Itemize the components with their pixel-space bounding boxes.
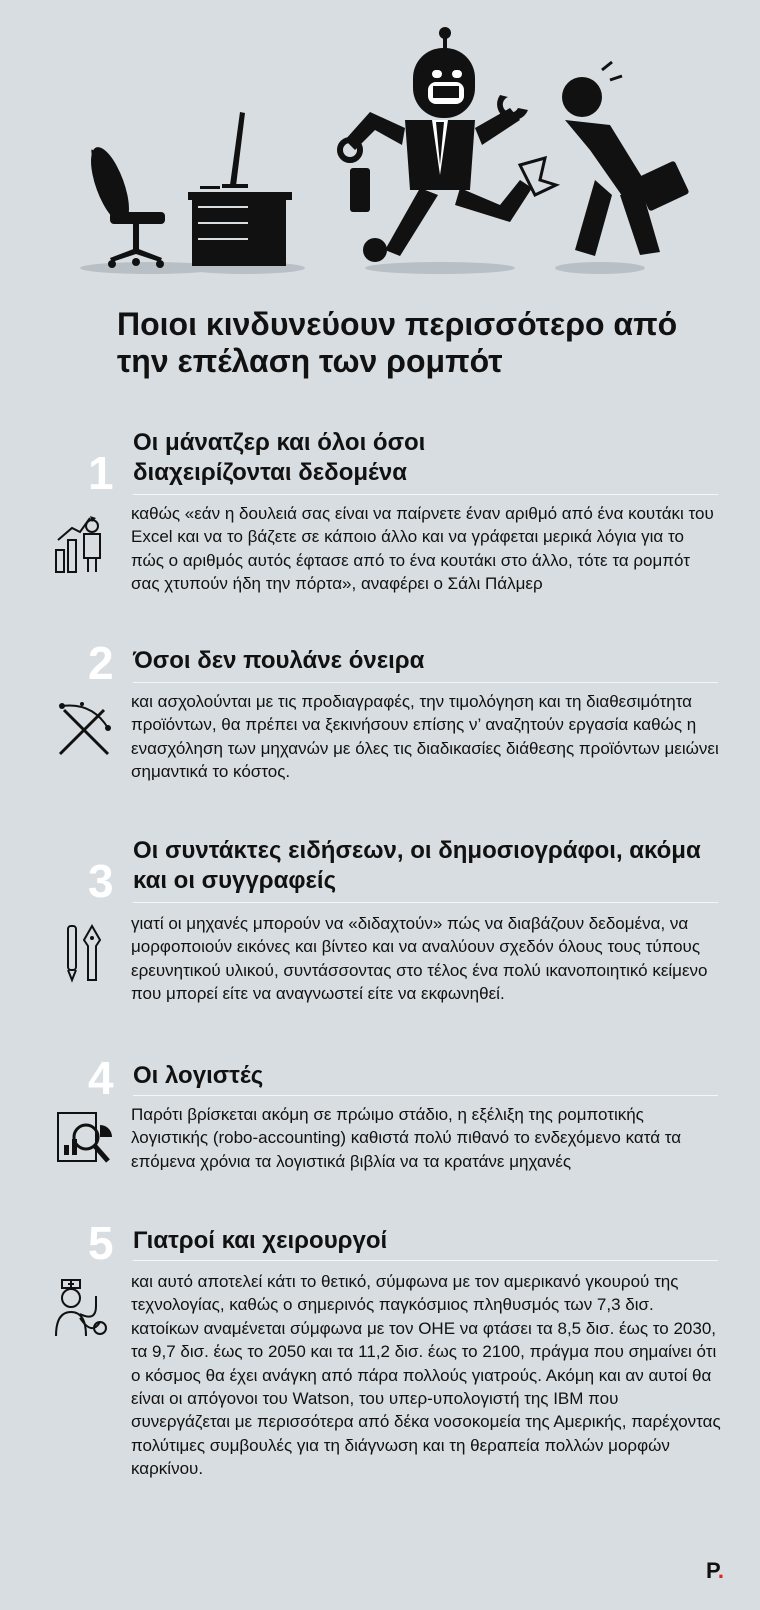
item-text: Παρότι βρίσκεται ακόμη σε πρώιμο στάδιο, η εξέλιξη της ρομποτικής λογιστικής (robo-accounting) καθιστά πολύ πιθανό το ενδεχόμενο κατά τα επόμενα χρόνια τα λογιστικά βιβλία να τα κρατάνε μηχανές — [131, 1105, 682, 1171]
divider — [133, 902, 718, 903]
item-text: γιατί οι μηχανές μπορούν να «διδαχτούν» πώς να διαβάζουν δεδομένα, να μορφοποιούν εικόνες και βίντεο και να αναλύουν σχεδόν όλους τους τύπους ερευνητικού υλικού, συντάσσοντας στο τέλος ένα πολύ ικανοποιητικό κείμενο που μπορεί είτε να αναγνωστεί είτε να εκφωνηθεί. — [131, 914, 708, 1004]
publisher-logo — [706, 1558, 724, 1584]
divider — [133, 682, 718, 683]
item-text: και ασχολούνται με τις προδιαγραφές, την τιμολόγηση και τη διαθεσιμότητα προϊόντων, θα πρέπει να ξεκινήσουν επίσης ν’ αναζητούν εργασία καθώς η ενασχόληση των μηχανών με όλες τις διαδικασίες διάθεσης προϊόντων μειώνει σημαντικά το κόστος. — [131, 692, 719, 782]
divider — [133, 1095, 718, 1096]
page-title: Ποιοι κινδυνεύουν περισσότερο από την επέλαση των ρομπότ — [117, 306, 678, 379]
item-number: 2 — [88, 637, 114, 689]
accounting-icon — [52, 1107, 116, 1171]
manager-chart-icon — [52, 510, 116, 574]
desk-icon — [188, 112, 292, 266]
item-heading: Γιατροί και χειρουργοί — [133, 1227, 388, 1254]
pen-icon — [52, 922, 116, 986]
robot-kicking-worker-illustration — [0, 0, 760, 290]
item-number: 5 — [88, 1217, 114, 1269]
item-text: και αυτό αποτελεί κάτι το θετικό, σύμφωνα με τον αμερικανό γκουρού της τεχνολογίας, καθώς ο σημερινός παγκόσμιος πληθυσμός των 7,3 δισ. κατοίκων αναμένεται σύμφωνα με τον ΟΗΕ να φτάσει τα 8,5 δισ. έως το 2030, τα 9,7 δισ. έως το 2050 και τα 11,2 δισ. έως το 2100, πράγμα που σημαίνει ότι ο κόσμος θα έχει ανάγκη από πάρα πολλούς γιατρούς. Ακόμη και αν αυτοί θα είναι οι απόγονοι του Watson, του υπερ-υπολογιστή της IBM που συνεργάζεται με περισσότερα από δέκα νοσοκομεία της Αμερικής, παρέχοντας πολύτιμες συμβουλές για τη διάγνωση και τη θεραπεία πολλών μορφών καρκίνου. — [131, 1272, 721, 1479]
item-number: 4 — [88, 1052, 114, 1104]
logo-dot: . — [717, 1558, 724, 1583]
item-number: 1 — [88, 447, 114, 499]
robot-icon — [340, 27, 532, 262]
worker-icon — [520, 62, 690, 256]
item-heading: Οι λογιστές — [133, 1062, 264, 1089]
divider — [133, 1260, 718, 1261]
chair-icon — [83, 143, 165, 268]
divider — [133, 494, 718, 495]
item-heading: Οι μάνατζερ και όλοι όσοι διαχειρίζονται δεδομένα — [133, 429, 426, 486]
item-number: 3 — [88, 855, 114, 907]
design-tools-icon — [52, 698, 116, 762]
item-text: καθώς «εάν η δουλειά σας είναι να παίρνετε έναν αριθμό από ένα κουτάκι του Excel και να το βάζετε σε κάποιο άλλο και να γράφεται μερικά λόγια για το πώς ο αριθμός αυτός έφτασε από το ένα κουτάκι στο άλλο, τότε τα ρομπότ σας χτυπούν ήδη την πόρτα», αναφέρει ο Σάλι Πάλμερ — [131, 504, 714, 594]
logo-letter: P — [706, 1558, 718, 1583]
item-heading: Όσοι δεν πουλάνε όνειρα — [133, 647, 425, 674]
item-heading: Οι συντάκτες ειδήσεων, οι δημοσιογράφοι, ακόμα και οι συγγραφείς — [133, 837, 701, 894]
doctor-icon — [52, 1276, 116, 1340]
